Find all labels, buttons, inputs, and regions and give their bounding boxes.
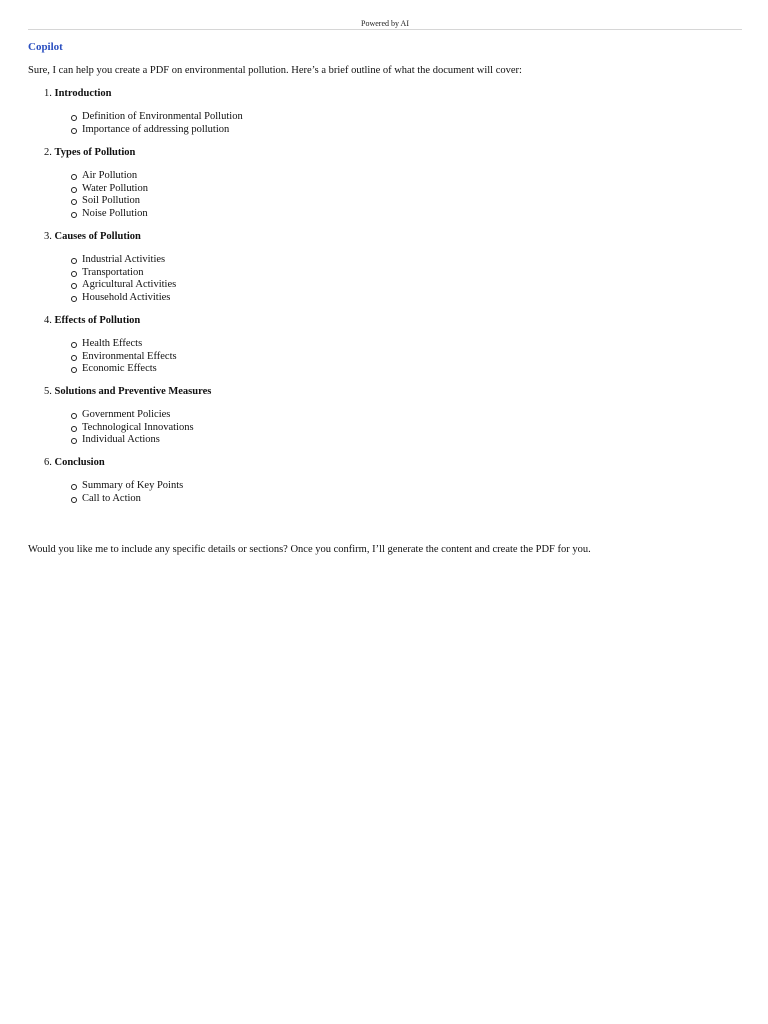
list-item: Air Pollution xyxy=(82,170,138,181)
list-item: Health Effects xyxy=(82,338,143,349)
list-item: Technological Innovations xyxy=(82,421,194,433)
bullet-icon xyxy=(71,258,77,264)
list-item: Noise Pollution xyxy=(82,207,148,219)
powered-by-label: Powered by AI xyxy=(361,19,409,28)
list-item: Industrial Activities xyxy=(82,254,166,265)
section-number: 1. xyxy=(44,88,52,99)
section-title: Types of Pollution xyxy=(54,147,136,158)
section-title: Conclusion xyxy=(54,457,105,468)
speaker-name: Copilot xyxy=(28,41,63,53)
closing-paragraph: Would you like me to include any specific details or sections? Once you confirm, I’ll generate the content and create the PDF for you. xyxy=(28,544,591,555)
bullet-icon xyxy=(71,128,77,134)
list-item: Economic Effects xyxy=(82,363,157,374)
list-item: Summary of Key Points xyxy=(82,480,184,491)
section-title: Effects of Pollution xyxy=(54,315,141,326)
bullet-icon xyxy=(71,413,77,419)
section-heading xyxy=(44,230,141,244)
section-number: 6. xyxy=(44,457,52,468)
bullet-icon xyxy=(71,174,77,180)
bullet-icon xyxy=(71,271,77,277)
list-item: Soil Pollution xyxy=(82,195,141,206)
section-heading xyxy=(44,385,211,399)
list-item: Agricultural Activities xyxy=(82,279,177,290)
bullet-icon xyxy=(71,438,77,444)
section-heading xyxy=(44,87,112,101)
bullet-icon xyxy=(71,187,77,193)
section-number: 2. xyxy=(44,147,52,158)
section-heading xyxy=(44,314,140,328)
powered-by-header xyxy=(28,18,742,30)
section-title: Introduction xyxy=(54,88,112,99)
bullet-icon xyxy=(71,199,77,205)
section-number: 4. xyxy=(44,315,52,326)
section-number: 5. xyxy=(44,386,52,397)
bullet-icon xyxy=(71,355,77,361)
bullet-icon xyxy=(71,283,77,289)
list-item: Transportation xyxy=(82,266,144,278)
bullet-icon xyxy=(71,296,77,302)
list-item: Definition of Environmental Pollution xyxy=(82,111,243,122)
bullet-icon xyxy=(71,426,77,432)
list-item: Environmental Effects xyxy=(82,350,177,362)
section-number: 3. xyxy=(44,231,52,242)
list-item: Individual Actions xyxy=(82,434,160,445)
list-item: Importance of addressing pollution xyxy=(82,123,230,135)
list-item: Government Policies xyxy=(82,409,171,420)
list-item: Water Pollution xyxy=(82,182,148,194)
bullet-icon xyxy=(71,115,77,121)
bullet-icon xyxy=(71,212,77,218)
list-item: Call to Action xyxy=(82,492,141,504)
bullet-icon xyxy=(71,484,77,490)
bullet-icon xyxy=(71,367,77,373)
section-title: Causes of Pollution xyxy=(54,231,141,242)
bullet-icon xyxy=(71,342,77,348)
section-heading xyxy=(44,146,135,160)
section-title: Solutions and Preventive Measures xyxy=(54,386,212,397)
intro-paragraph: Sure, I can help you create a PDF on environmental pollution. Here’s a brief outline of what the document will cover: xyxy=(28,65,522,76)
list-item: Household Activities xyxy=(82,291,171,303)
bullet-icon xyxy=(71,497,77,503)
section-heading xyxy=(44,456,105,470)
